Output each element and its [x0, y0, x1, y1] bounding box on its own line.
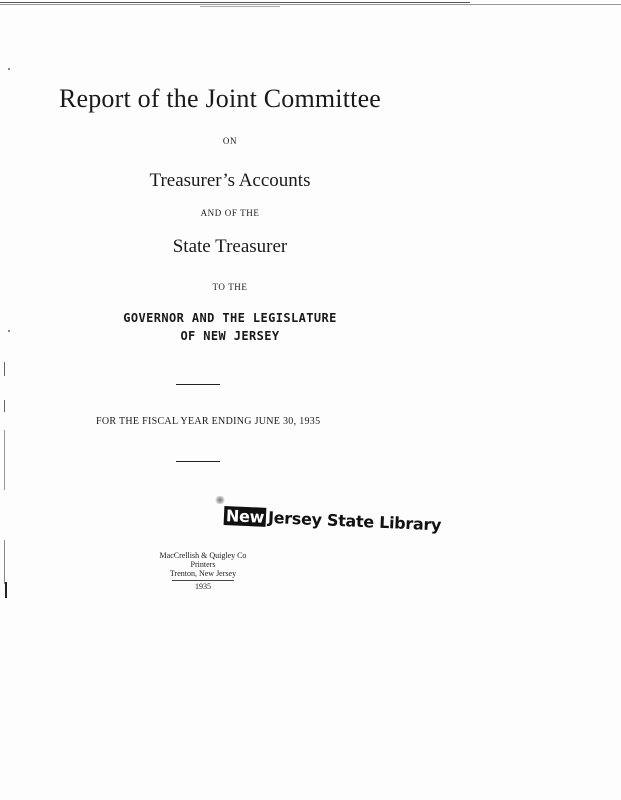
officer-heading: State Treasurer: [172, 236, 288, 257]
stamp-smudge: [214, 496, 226, 504]
library-stamp-text: Jersey State Library: [267, 507, 442, 535]
divider-rule-bottom: [176, 461, 220, 462]
and-of-the-label: AND OF THE: [200, 208, 260, 218]
on-label: ON: [222, 136, 238, 146]
fiscal-year-line: FOR THE FISCAL YEAR ENDING JUNE 30, 1935: [96, 416, 321, 427]
library-stamp: [224, 506, 442, 534]
imprint-year: 1935: [195, 582, 211, 591]
divider-rule-top: [176, 384, 220, 385]
to-the-label: TO THE: [212, 282, 248, 292]
recipients-line-1: GOVERNOR AND THE LEGISLATURE: [123, 311, 337, 325]
printer-name: MacCrellish & Quigley Co: [159, 551, 247, 560]
printers-label: Printers: [190, 560, 216, 569]
scan-artifact-top: [0, 0, 621, 8]
subject-heading: Treasurer’s Accounts: [149, 170, 311, 191]
report-title: Report of the Joint Committee: [58, 84, 382, 113]
library-stamp-word: New: [225, 506, 265, 527]
imprint-rule: [172, 580, 234, 581]
recipients-line-2: OF NEW JERSEY: [180, 329, 280, 343]
printer-city: Trenton, New Jersey: [169, 569, 237, 578]
